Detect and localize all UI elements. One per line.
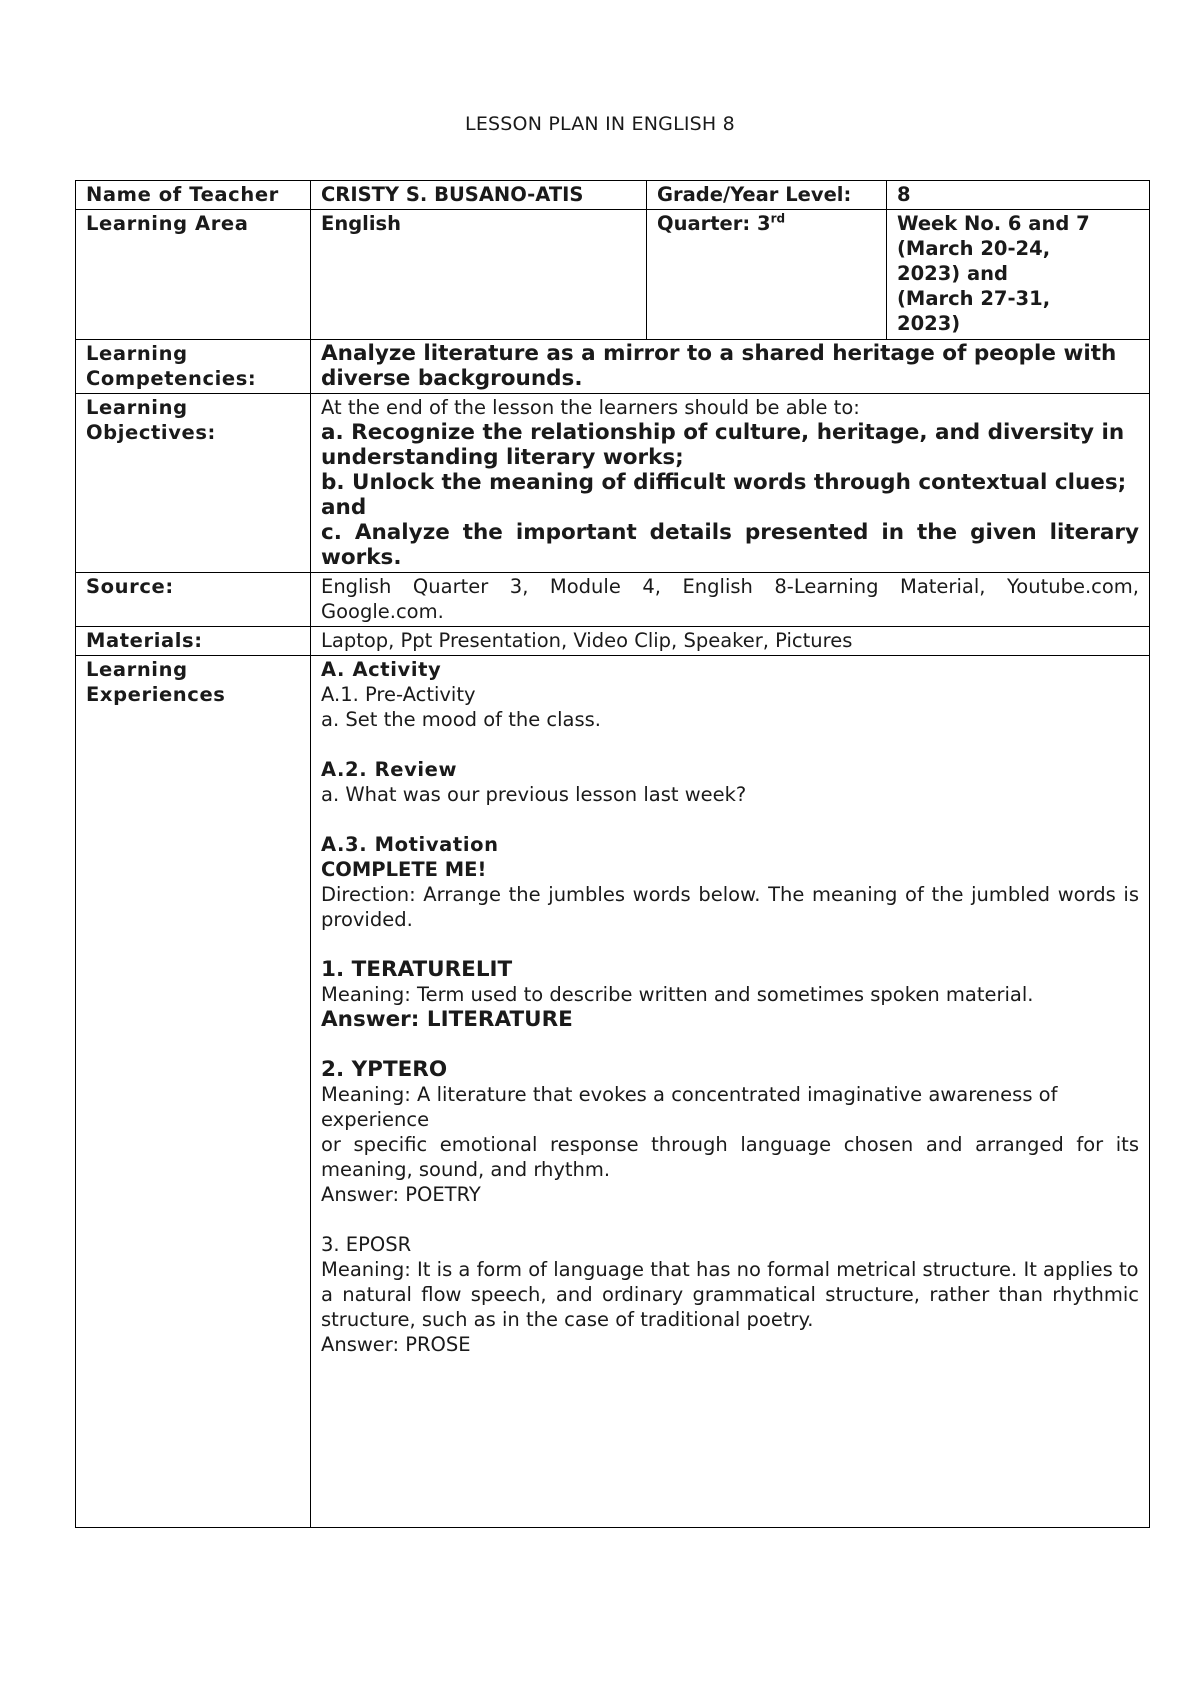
source-value: English Quarter 3, Module 4, English 8-Learning Material, Youtube.com, Google.com. [311, 573, 1150, 627]
objectives-label: Learning Objectives: [76, 394, 311, 573]
learning-area-value: English [311, 210, 647, 340]
item-answer: Answer: PROSE [321, 1333, 471, 1356]
week-line: (March 20-24, [897, 237, 1051, 260]
materials-label: Materials: [76, 627, 311, 656]
quarter-ordinal: rd [770, 211, 786, 226]
objective-item: c. Analyze the important details presented in the given literary works. [321, 520, 1139, 570]
quarter-cell [647, 210, 887, 340]
motivation-heading: A.3. Motivation [321, 833, 499, 856]
grade-value: 8 [887, 181, 1150, 210]
item-answer: Answer: LITERATURE [321, 1007, 573, 1032]
review-question: a. What was our previous lesson last week? [321, 783, 747, 806]
week-line: 2023) and [897, 262, 1008, 285]
teacher-value: CRISTY S. BUSANO-ATIS [311, 181, 647, 210]
learning-area-row [76, 210, 1150, 340]
review-heading: A.2. Review [321, 758, 458, 781]
learning-area-label: Learning Area [76, 210, 311, 340]
week-line: (March 27-31, [897, 287, 1051, 310]
item-meaning: Meaning: Term used to describe written and sometimes spoken material. [321, 983, 1034, 1006]
item-meaning: Meaning: It is a form of language that has no formal metrical structure. It applies to [321, 1258, 1139, 1281]
activity-heading: A. Activity [321, 658, 442, 681]
week-line: Week No. 6 and 7 [897, 212, 1090, 235]
week-line: 2023) [897, 312, 961, 335]
item-meaning: or specific emotional response through language chosen and arranged for its meaning, sound, and rhythm. [321, 1133, 1139, 1181]
week-cell [887, 210, 1150, 340]
source-row [76, 573, 1150, 627]
objectives-row [76, 394, 1150, 573]
game-title: COMPLETE ME! [321, 858, 487, 881]
competencies-label: Learning Competencies: [76, 340, 311, 394]
objective-item: b. Unlock the meaning of difficult words through contextual clues; and [321, 470, 1127, 520]
page-title: LESSON PLAN IN ENGLISH 8 [465, 113, 735, 135]
objectives-intro: At the end of the lesson the learners should be able to: [321, 396, 860, 419]
objective-item: a. Recognize the relationship of culture, heritage, and diversity in understanding literary works; [321, 420, 1125, 470]
lesson-plan-table [75, 180, 1150, 1528]
grade-label: Grade/Year Level: [647, 181, 887, 210]
experiences-row [76, 656, 1150, 1528]
item-word: 1. TERATURELIT [321, 957, 513, 982]
item-word: 3. EPOSR [321, 1233, 412, 1256]
competencies-row [76, 340, 1150, 394]
experiences-cell [311, 656, 1150, 1528]
experiences-label: Learning Experiences [76, 656, 311, 1528]
materials-row [76, 627, 1150, 656]
item-word: 2. YPTERO [321, 1057, 448, 1082]
item-answer: Answer: POETRY [321, 1183, 481, 1206]
item-meaning: Meaning: A literature that evokes a concentrated imaginative awareness of experience [321, 1083, 1058, 1131]
quarter-label: Quarter: 3 [657, 212, 771, 235]
teacher-label: Name of Teacher [76, 181, 311, 210]
pre-activity: A.1. Pre-Activity [321, 683, 476, 706]
item-meaning: a natural flow speech, and ordinary grammatical structure, rather than rhythmic structure, such as in the case of traditional poetry. [321, 1283, 1139, 1331]
source-label: Source: [76, 573, 311, 627]
set-mood: a. Set the mood of the class. [321, 708, 601, 731]
teacher-row [76, 181, 1150, 210]
objectives-cell [311, 394, 1150, 573]
direction: Direction: Arrange the jumbles words below. The meaning of the jumbled words is provided. [321, 883, 1139, 931]
materials-value: Laptop, Ppt Presentation, Video Clip, Speaker, Pictures [311, 627, 1150, 656]
competencies-value: Analyze literature as a mirror to a shared heritage of people with diverse backgrounds. [311, 340, 1150, 394]
